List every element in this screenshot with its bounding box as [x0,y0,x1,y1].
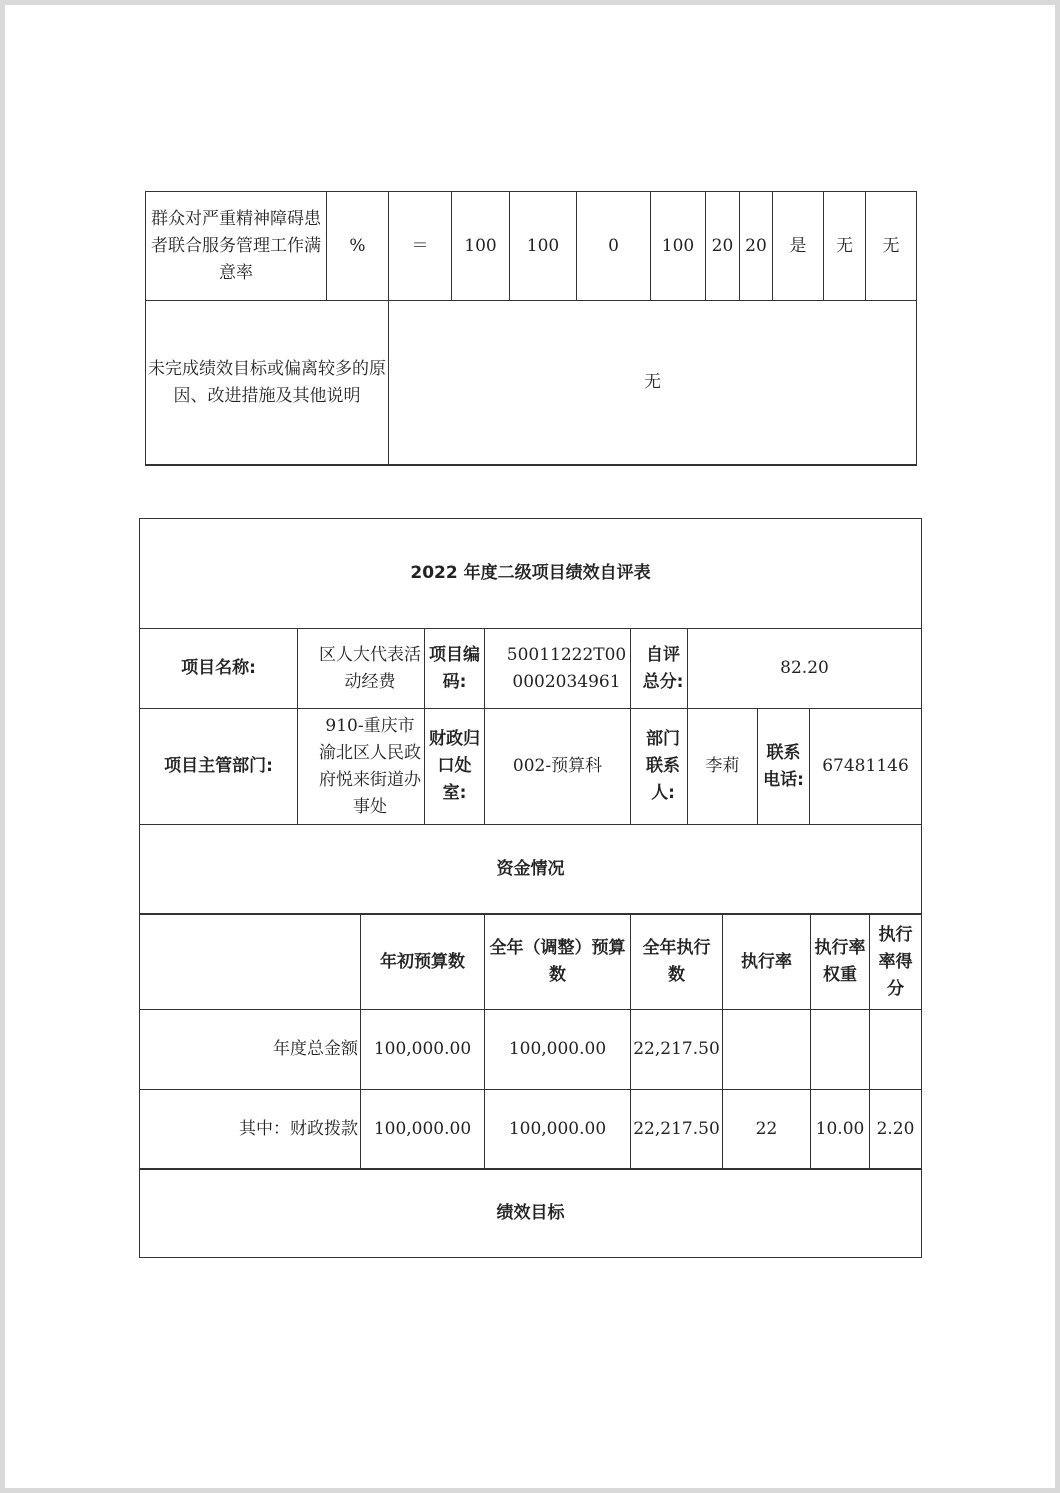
funds-cell [723,1010,810,1089]
finance-office-label: 财政归口处室: [429,729,480,803]
funds-cell: 22 [755,1118,778,1139]
project-code-value: 50011222T000002034961 [506,644,627,692]
indicator-value-7: 是 [789,235,807,256]
indicator-value-4: 100 [661,235,695,256]
funds-row-label: 年度总金额 [273,1039,358,1059]
department-label: 项目主管部门: [164,756,273,776]
indicator-value-6: 20 [745,235,767,256]
reason-value: 无 [644,372,661,392]
project-name-value: 区人大代表活动经费 [319,644,421,692]
funds-cell: 22,217.50 [633,1039,720,1059]
indicator-unit: % [349,235,366,256]
document-page [5,5,1055,1488]
reason-label: 未完成绩效目标或偏离较多的原因、改进措施及其他说明 [148,358,386,406]
indicator-name: 群众对严重精神障碍患者联合服务管理工作满意率 [151,208,321,283]
funds-cell: 100,000.00 [508,1118,607,1139]
indicator-value-3: 0 [608,235,619,256]
funds-cell: 2.20 [876,1118,915,1139]
funds-cell: 22,217.50 [633,1118,720,1139]
funds-header-weight: 执行率权重 [814,938,866,985]
contact-value: 李莉 [705,756,740,776]
indicator-value-1: 100 [464,235,497,256]
funds-cell [870,1010,921,1089]
phone-value: 67481146 [822,756,909,776]
department-value: 910-重庆市渝北区人民政府悦来街道办事处 [319,715,421,817]
funds-cell [811,1010,869,1089]
funds-cell: 100,000.00 [373,1039,472,1059]
funds-heading: 资金情况 [496,858,565,879]
funds-cell: 100,000.00 [508,1039,607,1059]
project-name-label: 项目名称: [181,658,256,678]
contact-label: 部门联系人: [646,729,680,803]
indicator-value-5: 20 [711,235,734,256]
self-score-label: 自评总分: [642,644,684,692]
funds-header-budget-adjusted: 全年（调整）预算数 [489,938,626,985]
funds-cell: 10.00 [815,1118,865,1139]
funds-header-score: 执行率得分 [878,924,913,999]
table-title: 2022 年度二级项目绩效自评表 [410,563,651,583]
funds-row-label: 其中：财政拨款 [239,1118,358,1139]
indicator-value-2: 100 [526,235,560,256]
indicator-operator: ＝ [411,235,429,256]
indicator-value-9: 无 [882,235,900,256]
funds-cell: 100,000.00 [373,1118,472,1139]
performance-heading: 绩效目标 [496,1203,565,1223]
indicator-value-8: 无 [836,235,853,256]
project-code-label: 项目编码: [429,644,480,692]
self-score-value: 82.20 [780,658,829,678]
funds-header-budget-initial: 年初预算数 [380,951,465,972]
finance-office-value: 002-预算科 [512,756,603,776]
phone-label: 联系电话: [763,742,804,790]
funds-header-executed: 全年执行数 [642,938,711,985]
funds-header-rate: 执行率 [741,951,792,972]
